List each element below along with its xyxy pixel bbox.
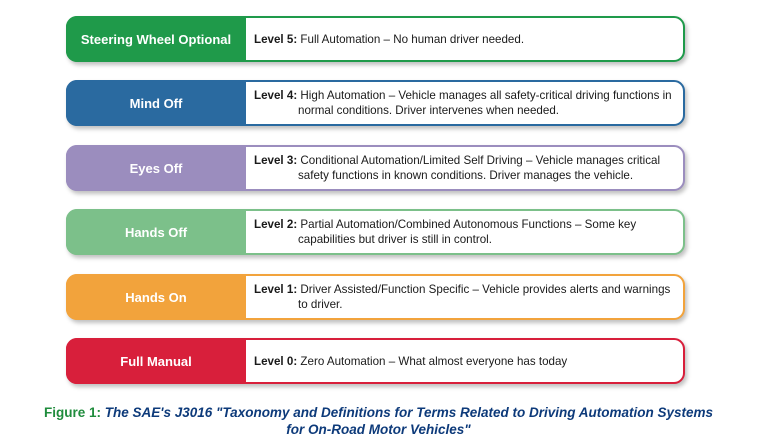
level-description xyxy=(254,16,675,62)
figure-title-line2: for On-Road Motor Vehicles" xyxy=(286,422,471,437)
level-tag: Hands On xyxy=(66,274,246,320)
level-number: Level 3: xyxy=(254,154,298,167)
level-row xyxy=(66,16,685,62)
level-text: Conditional Automation/Limited Self Driving – Vehicle manages critical safety functions in known conditions. Driver manages the vehicle. xyxy=(298,154,661,182)
level-number: Level 0: xyxy=(254,354,298,368)
figure-caption xyxy=(0,404,757,438)
level-tag: Full Manual xyxy=(66,338,246,384)
level-number: Level 4: xyxy=(254,89,298,102)
level-row xyxy=(66,209,685,255)
level-text: Partial Automation/Combined Autonomous Functions – Some key capabilities but driver is still in control. xyxy=(298,218,637,246)
level-description xyxy=(254,338,675,384)
level-tag: Mind Off xyxy=(66,80,246,126)
level-tag: Hands Off xyxy=(66,209,246,255)
level-text: Full Automation – No human driver needed. xyxy=(300,32,525,46)
level-description xyxy=(254,274,675,320)
figure-title-line1: The SAE's J3016 "Taxonomy and Definitions for Terms Related to Driving Automation Systems xyxy=(104,405,714,420)
level-description xyxy=(254,80,675,126)
level-description xyxy=(254,145,675,191)
level-tag: Steering Wheel Optional xyxy=(66,16,246,62)
level-number: Level 2: xyxy=(254,218,298,231)
level-row xyxy=(66,274,685,320)
level-number: Level 5: xyxy=(254,32,298,46)
level-text: High Automation – Vehicle manages all safety-critical driving functions in normal conditions. Driver intervenes when needed. xyxy=(298,89,672,117)
level-description xyxy=(254,209,675,255)
level-row xyxy=(66,338,685,384)
level-row xyxy=(66,80,685,126)
level-text: Driver Assisted/Function Specific – Vehicle provides alerts and warnings to driver. xyxy=(298,283,671,311)
level-tag: Eyes Off xyxy=(66,145,246,191)
level-row xyxy=(66,145,685,191)
level-text: Zero Automation – What almost everyone has today xyxy=(300,354,568,368)
level-number: Level 1: xyxy=(254,283,298,296)
figure-number: Figure 1: xyxy=(43,405,101,420)
